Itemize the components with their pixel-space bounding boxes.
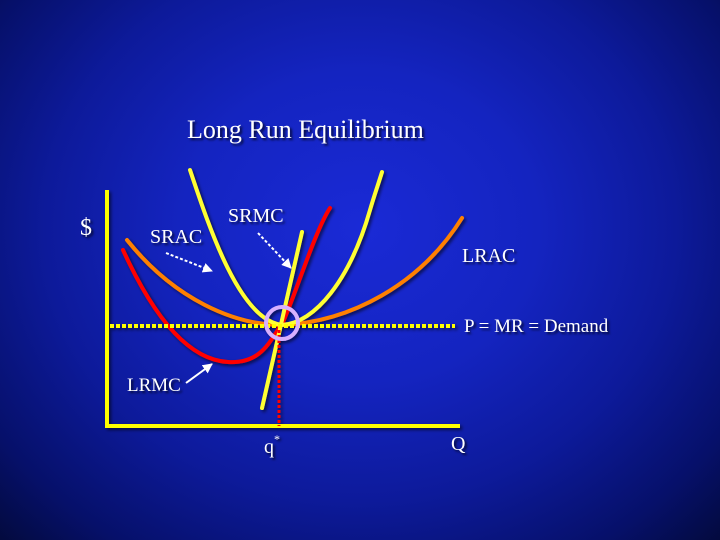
lrmc-arrow bbox=[186, 364, 212, 383]
x-axis-label: Q bbox=[451, 433, 466, 455]
demand-line-label: P = MR = Demand bbox=[464, 316, 609, 337]
q-star-superscript: * bbox=[274, 432, 280, 446]
lrmc-label: LRMC bbox=[127, 375, 181, 396]
slide-title: Long Run Equilibrium bbox=[187, 115, 424, 144]
lrmc-curve bbox=[123, 208, 330, 362]
q-symbol: q bbox=[264, 436, 274, 458]
lrac-label: LRAC bbox=[462, 245, 516, 267]
srmc-label: SRMC bbox=[228, 205, 284, 227]
srac-arrow bbox=[166, 253, 212, 271]
y-axis-label: $ bbox=[80, 215, 92, 241]
srac-label: SRAC bbox=[150, 226, 203, 248]
srmc-arrow bbox=[258, 233, 291, 268]
